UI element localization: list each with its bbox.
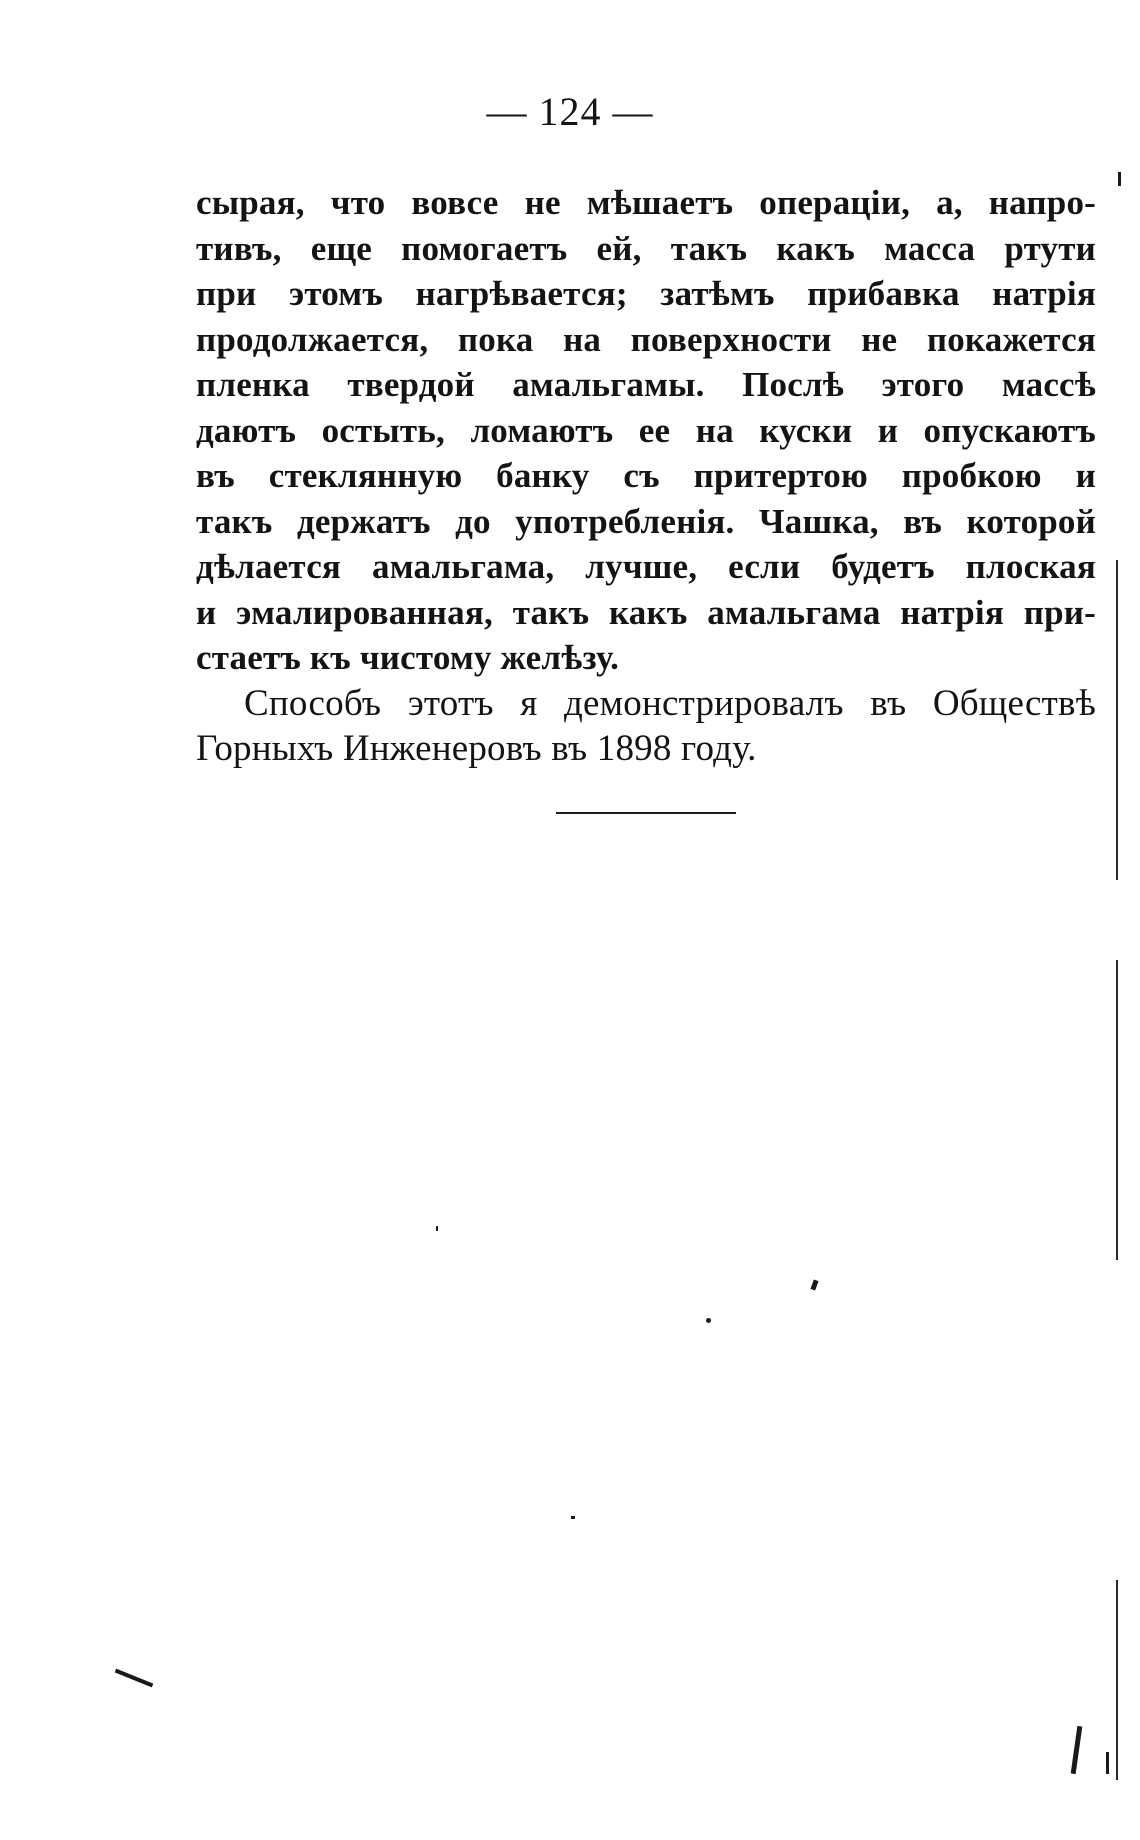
- page-edge-line: [1116, 1580, 1118, 1780]
- page-edge-line: [1116, 960, 1118, 1260]
- scan-speck: [1106, 1752, 1109, 1774]
- text-line: въ стеклянную банку съ притертою пробкою и: [196, 456, 1096, 495]
- text-line: при этомъ нагрѣвается; затѣмъ прибавка натрія: [196, 274, 1096, 313]
- text-line: и эмалированная, такъ какъ амальгама натрія при-: [196, 592, 1096, 632]
- paragraph: [196, 681, 1096, 772]
- text-line: пленка твердой амальгамы. Послѣ этого массѣ: [196, 365, 1096, 404]
- section-end-rule: [556, 812, 736, 814]
- text-line: Способъ этотъ я демонстрировалъ въ Обществѣ: [244, 682, 1096, 724]
- body-text: [196, 180, 1096, 772]
- text-line: Горныхъ Инженеровъ въ 1898 году.: [196, 728, 757, 769]
- text-line: тивъ, еще помогаетъ ей, такъ какъ масса ртути: [196, 228, 1096, 268]
- scan-speck: [1118, 172, 1121, 186]
- text-line: сырая, что вовсе не мѣшаетъ операціи, а, напро-: [196, 183, 1096, 222]
- scan-speck: [810, 1279, 818, 1290]
- scan-speck: [436, 1226, 438, 1231]
- text-line: стаетъ къ чистому желѣзу.: [196, 638, 620, 677]
- paragraph: [196, 180, 1096, 681]
- text-line: дѣлается амальгама, лучше, если будетъ плоская: [196, 547, 1096, 586]
- text-line: даютъ остыть, ломаютъ ее на куски и опускаютъ: [196, 410, 1096, 450]
- page-edge-line: [1116, 560, 1118, 880]
- scan-speck: [571, 1516, 575, 1519]
- scan-speck: [706, 1318, 711, 1323]
- page-number: — 124 —: [486, 89, 654, 134]
- text-line: продолжается, пока на поверхности не покажется: [196, 319, 1096, 359]
- scan-speck: [115, 1669, 154, 1688]
- scan-speck: [1071, 1726, 1083, 1774]
- text-line: такъ держатъ до употребленія. Чашка, въ которой: [196, 501, 1096, 541]
